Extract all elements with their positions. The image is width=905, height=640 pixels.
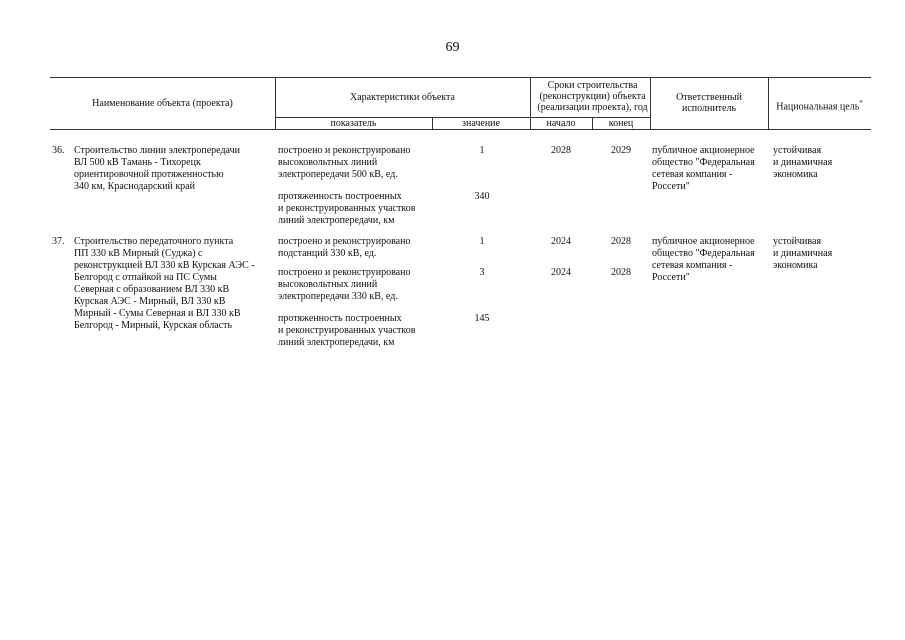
national-goal: устойчивая и динамичная экономика [773,236,833,271]
indicator-label: построено и реконструировано подстанций 330 кВ, ед. [278,236,411,259]
object-name: Строительство передаточного пункта ПП 330 кВ Мирный (Суджа) с реконструкцией ВЛ 330 кВ Курская АЭС - Белгород с отпайкой на ПС Сумы Северная с образованием ВЛ 330 кВ Курская АЭС - Мирный, ВЛ 330 кВ Мирный - Сумы Северная и ВЛ 330 кВ Белгород - Мирный, Курская область [74,236,255,331]
header-timeline: Сроки строительства (реконструкции) объекта (реализации проекта), год [537,80,648,113]
indicator-value: 1 [479,236,485,247]
row-number: 36. [52,145,65,156]
end-year: 2029 [611,145,631,156]
end-year: 2028 [611,236,631,247]
header-end: конец [608,118,634,129]
header-value: значение [462,118,500,129]
header-start: начало [546,118,576,129]
indicator-value: 1 [479,145,485,156]
row-number: 37. [52,236,65,247]
responsible-executor: публичное акционерное общество "Федеральная сетевая компания - Россети" [652,236,755,283]
responsible-executor: публичное акционерное общество "Федеральная сетевая компания - Россети" [652,145,755,192]
indicator-label: протяженность построенных и реконструированных участков линий электропередачи, км [278,191,416,226]
header-indicator: показатель [330,118,377,129]
start-year: 2024 [551,267,571,278]
start-year: 2028 [551,145,571,156]
indicator-value: 3 [479,267,485,278]
object-name: Строительство линии электропередачи ВЛ 500 кВ Тамань - Тихорецк ориентировочной протяженностью 340 км, Краснодарский край [74,145,240,192]
page-number: 69 [445,40,460,55]
indicator-label: построено и реконструировано высоковольтных линий электропередачи 500 кВ, ед. [278,145,411,180]
header-goal-footnote-mark: * [859,99,863,107]
header-goal-text: Национальная цель [776,101,860,113]
header-executor: Ответственный исполнитель [676,92,742,114]
indicator-value: 145 [474,313,490,324]
start-year: 2024 [551,236,571,247]
header-top-rule [50,77,871,78]
national-goal: устойчивая и динамичная экономика [773,145,833,180]
indicator-label: построено и реконструировано высоковольтных линий электропередачи 330 кВ, ед. [278,267,411,302]
indicator-label: протяженность построенных и реконструированных участков линий электропередачи, км [278,313,416,348]
indicator-value: 340 [474,191,490,202]
end-year: 2028 [611,267,631,278]
header-goal [768,98,871,112]
header-name: Наименование объекта (проекта) [92,98,233,109]
header-bottom-rule [50,129,871,130]
header-characteristics: Характеристики объекта [350,92,455,103]
